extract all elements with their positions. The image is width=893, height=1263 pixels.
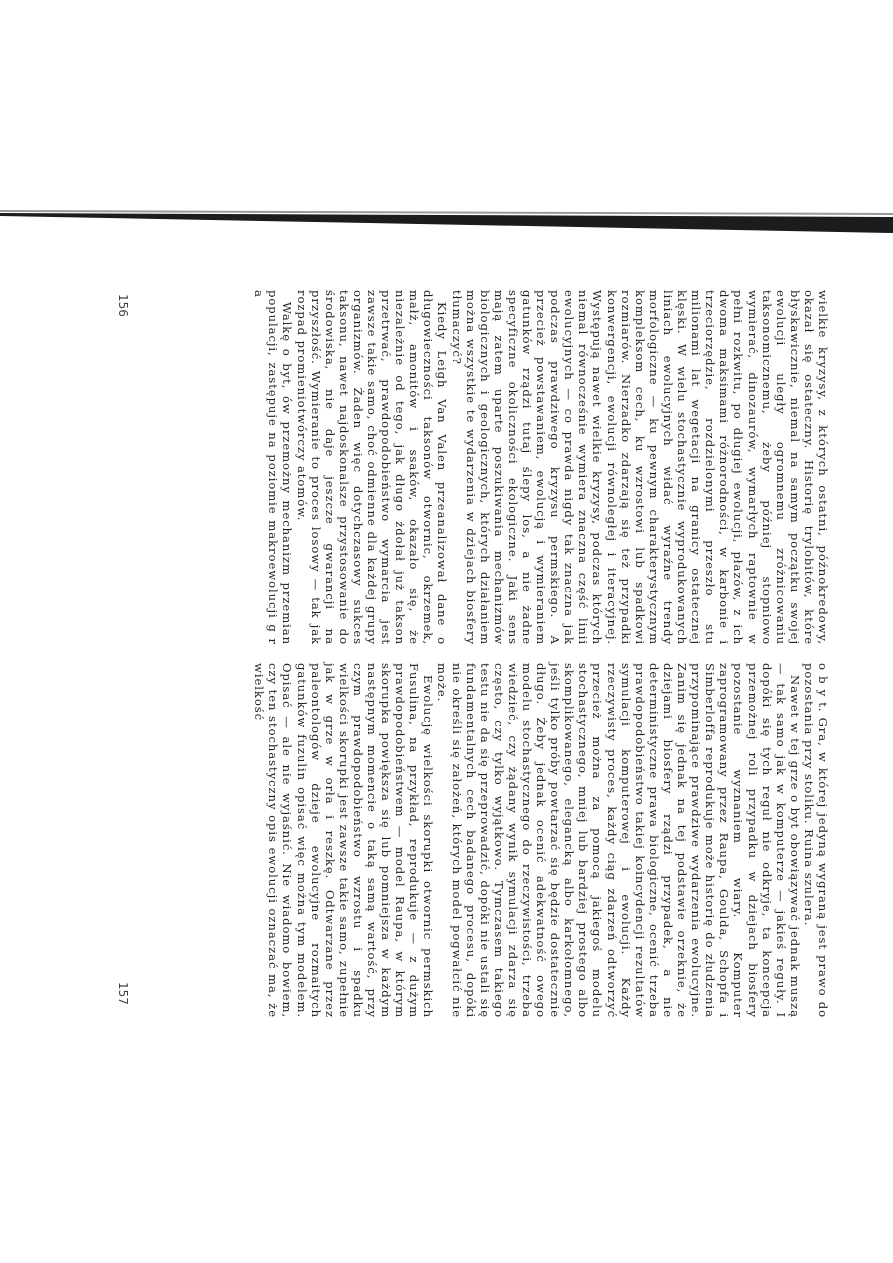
page-fold-rule: [0, 207, 893, 233]
paragraph: Kiedy Leigh Van Valen przeanalizował dane o długowieczności taksonów otwornic, okrzemek, małż, amonitów i ssaków, okazało się, że niezależnie od tego, jak długo żdołał już takson przetrwać, prawdopodobieństwo wymarcia jest zawsze takie samo, choć odmienne dla każdej grupy organizmów. Żaden więc dotychczasowy sukces taksonu, nawet najdoskonalsze przystosowanie do środowiska, nie daje jeszcze gwarancji na przyszłość. Wymieranie to proces losowy — tak jak rozpad promieniotwórczy atomów.: [294, 290, 450, 645]
page-number-left: 156: [116, 294, 130, 317]
paragraph: Ewolucję wielkości skorupki otwornic permskich Fusulina, na przykład, reprodukuje — z dużym prawdopodobieństwem — model Raupa, w którym skorupka powiększa się lub pomniejsza w każdym następnym momencie o taką samą wartość, przy czym prawdopodobieństwo wzrostu i spadku wielkości skorupki jest zawsze takie samo, zupełnie jak w grze w orła i reszkę. Odtwarzane przez paleontologów dzieje ewolucyjne rozmaitych gatunków fuzulin opisać więc można tym modelem. Opisać — ale nie wyjaśnić. Nie wiadomo bowiem, czy ten stochastyczny opis ewolucji oznaczać ma, że wielkość: [252, 663, 436, 1018]
page-number-right: 157: [116, 982, 130, 1005]
paragraph: o b y t. Gra, w której jedyną wygraną jest prawo do pozostania przy stoliku. Ruina szulera.: [801, 663, 830, 1018]
right-page-text: [252, 663, 830, 1018]
paragraph: wielkie kryzysy, z których ostatni, późnokredowy, okazał się ostateczny. Historię trylobitów, które błyskawicznie, niemal na samym początku swojej ewolucji uległy ogromnemu zróżnicowaniu taksonomicznemu, żeby później stopniowo wymierać, dinozaurów, wymarłych raptownie w pełni rozkwitu, po długiej ewolucji, płazów, z ich dwoma maksimami różnorodności, w karbonie i trzeciorzędzie, rozdzielonymi przeszło stu milionami lat wegetacji na granicy ostatecznej klęski. W wielu stochastycznie wyprodukowanych liniach ewolucyjnych widać wyraźne trendy morfologiczne — ku pewnym charakterystycznym kompleksom cech, ku wzrostowi lub spadkowi rozmiarów. Nierzadko zdarzają się też przypadki konwergencji, ewolucji równoległej i iteracyjnej. Występują nawet wielkie kryzysy, podczas których niemal równocześnie wymiera znaczna część linii ewolucyjnych — co prawda nigdy tak znaczna jak podczas prawdziwego kryzysu permskiego. A przecież powstawaniem, ewolucją i wymieraniem gatunków rządzi tutaj ślepy los, a nie żadne specyficzne okoliczności ekologiczne. Jaki sens mają zatem uparte poszukiwania mechanizmów biologicznych i geologicznych, których działaniem można wszystkie te wydarzenia w dziejach biosfery tłumaczyć?: [449, 290, 830, 645]
left-page-text: [252, 290, 830, 645]
scanned-book-spread: [100, 290, 830, 1018]
paragraph: Walkę o byt, ów przemożny mechanizm przemian populacji, zastępuje na poziomie makroewolucji g r a: [252, 290, 295, 645]
paragraph: Nawet w tej grze o byt obowiązywać jednak muszą — tak samo jak w komputerze — jakieś reguły. I dopóki się tych reguł nie odkryje, ta koncepcja przemożnej roli przypadku w dziejach biosfery pozostanie wyznaniem wiary. Komputer zaprogramowany przez Raupa, Goulda, Schopfa i Simberloffa reprodukuje może historię do złudzenia przypominające prawdziwe wydarzenia ewolucyjne. Zanim się jednak na tej podstawie orzeknie, że dziejami biosfery rządzi przypadek, a nie deterministyczne prawa biologiczne, ocenić trzeba prawdopodobieństwo takiej koincydencji rezultatów symulacji komputerowej i ewolucji. Każdy rzeczywisty proces, każdy ciąg zdarzeń odtworzyć przecież można za pomocą jakiegoś modelu stochastycznego, mniej lub bardziej prostego albo skomplikowanego, elegancką albo karkołomnego, jeśli tylko próby powtarzać się będzie dostatecznie długo. Żeby jednak ocenić adekwatność owego modelu stochastycznego do rzeczywistości, trzeba wiedzieć, czy żądany wynik symulacji zdarza się często, czy tylko wyjątkowo. Tymczasem takiego testu nie da się przeprowadzić, dopóki nie ustali się fundamentalnych cech badanego procesu, dopóki nie określi się założeń, których model pogwałcić nie może.: [435, 663, 802, 1018]
